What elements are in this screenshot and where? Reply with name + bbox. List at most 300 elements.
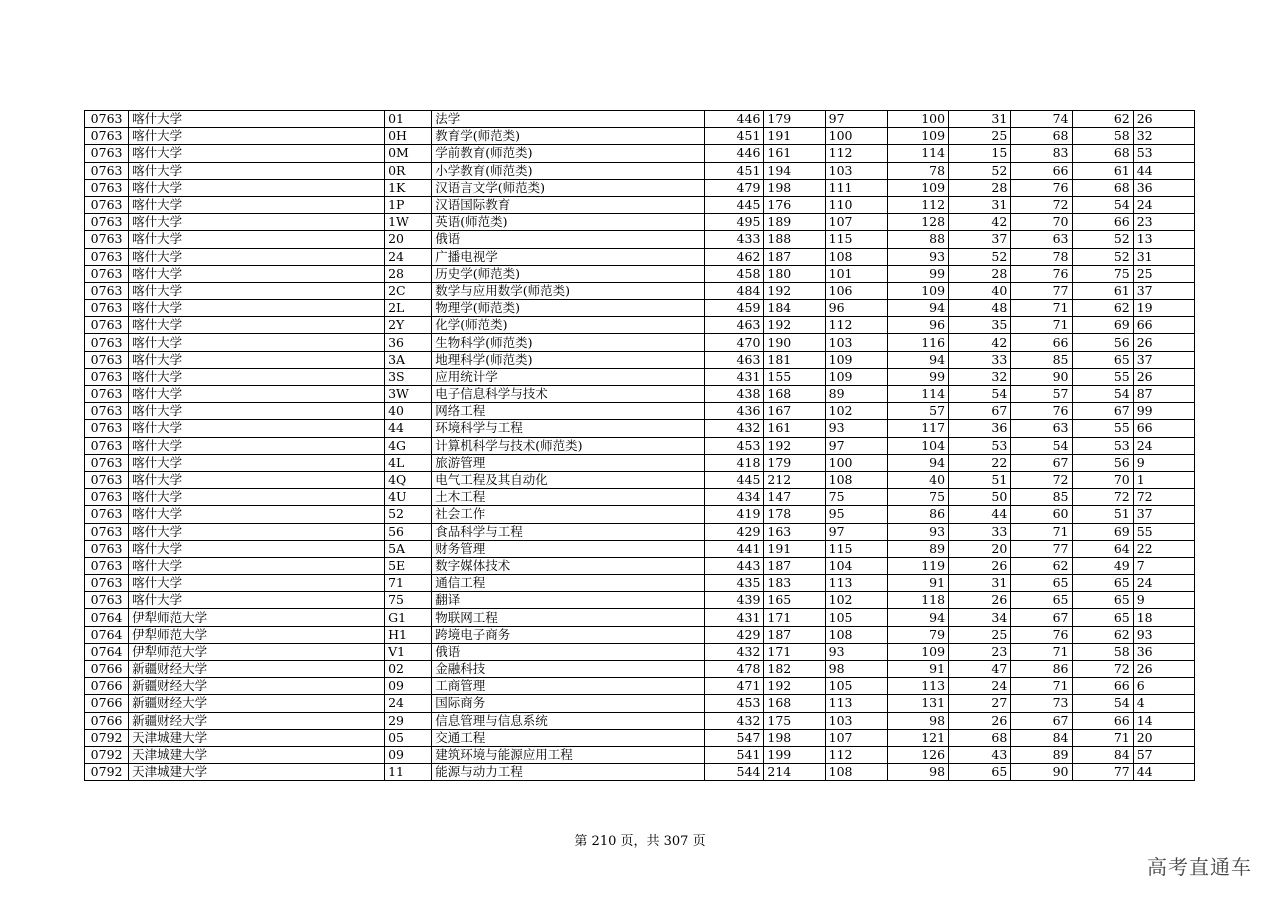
table-cell: 23 xyxy=(1133,214,1194,231)
table-cell: 0792 xyxy=(85,764,129,781)
table-cell: 439 xyxy=(705,592,764,609)
table-cell: 84 xyxy=(1072,746,1133,763)
table-cell: 112 xyxy=(825,746,887,763)
table-row xyxy=(85,523,1195,540)
table-cell: 71 xyxy=(1011,643,1072,660)
table-cell: 食品科学与工程 xyxy=(432,523,705,540)
table-cell: 85 xyxy=(1011,351,1072,368)
table-cell: 能源与动力工程 xyxy=(432,764,705,781)
table-cell: 62 xyxy=(1072,111,1133,128)
table-cell: 土木工程 xyxy=(432,489,705,506)
table-cell: 93 xyxy=(887,248,948,265)
table-cell: 50 xyxy=(949,489,1011,506)
table-cell: 70 xyxy=(1011,214,1072,231)
table-cell: 25 xyxy=(949,626,1011,643)
table-cell: 113 xyxy=(887,678,948,695)
table-cell: 电子信息科学与技术 xyxy=(432,386,705,403)
table-cell: 63 xyxy=(1011,420,1072,437)
table-cell: 74 xyxy=(1011,111,1072,128)
table-cell: 76 xyxy=(1011,626,1072,643)
table-cell: 0792 xyxy=(85,729,129,746)
table-cell: 0763 xyxy=(85,420,129,437)
table-cell: 93 xyxy=(825,420,887,437)
table-cell: 100 xyxy=(887,111,948,128)
table-cell: 0766 xyxy=(85,695,129,712)
table-cell: 喀什大学 xyxy=(129,557,385,574)
table-cell: 25 xyxy=(949,128,1011,145)
table-cell: 计算机科学与技术(师范类) xyxy=(432,437,705,454)
table-cell: 63 xyxy=(1011,231,1072,248)
table-cell: 44 xyxy=(949,506,1011,523)
table-cell: 伊犁师范大学 xyxy=(129,643,385,660)
table-cell: 0763 xyxy=(85,523,129,540)
table-cell: 54 xyxy=(1072,196,1133,213)
table-cell: 118 xyxy=(887,592,948,609)
table-cell: 0763 xyxy=(85,540,129,557)
table-cell: 443 xyxy=(705,557,764,574)
table-cell: 131 xyxy=(887,695,948,712)
table-cell: 0763 xyxy=(85,437,129,454)
table-cell: 126 xyxy=(887,746,948,763)
table-cell: 103 xyxy=(825,162,887,179)
table-row xyxy=(85,214,1195,231)
table-cell: 90 xyxy=(1011,764,1072,781)
table-cell: 1W xyxy=(385,214,432,231)
table-cell: 168 xyxy=(764,695,825,712)
table-row xyxy=(85,557,1195,574)
table-cell: 111 xyxy=(825,179,887,196)
table-cell: 44 xyxy=(1133,162,1194,179)
table-cell: 69 xyxy=(1072,317,1133,334)
table-cell: 91 xyxy=(887,661,948,678)
table-cell: 37 xyxy=(949,231,1011,248)
table-cell: 数字媒体技术 xyxy=(432,557,705,574)
table-cell: 01 xyxy=(385,111,432,128)
table-cell: 462 xyxy=(705,248,764,265)
table-cell: 工商管理 xyxy=(432,678,705,695)
table-cell: 0763 xyxy=(85,179,129,196)
table-row xyxy=(85,351,1195,368)
table-cell: 62 xyxy=(1072,300,1133,317)
table-cell: 1 xyxy=(1133,471,1194,488)
table-row xyxy=(85,282,1195,299)
table-cell: 0792 xyxy=(85,746,129,763)
table-cell: 65 xyxy=(1011,575,1072,592)
table-cell: 65 xyxy=(949,764,1011,781)
table-cell: 27 xyxy=(949,695,1011,712)
table-cell: 104 xyxy=(825,557,887,574)
table-cell: 物联网工程 xyxy=(432,609,705,626)
table-cell: 31 xyxy=(949,196,1011,213)
table-cell: 187 xyxy=(764,248,825,265)
table-cell: 20 xyxy=(949,540,1011,557)
table-cell: 喀什大学 xyxy=(129,454,385,471)
table-cell: 58 xyxy=(1072,128,1133,145)
table-cell: 0763 xyxy=(85,368,129,385)
table-cell: 463 xyxy=(705,351,764,368)
table-cell: 环境科学与工程 xyxy=(432,420,705,437)
table-cell: 32 xyxy=(949,368,1011,385)
table-cell: 88 xyxy=(887,231,948,248)
table-cell: 数学与应用数学(师范类) xyxy=(432,282,705,299)
table-cell: 192 xyxy=(764,678,825,695)
table-cell: 71 xyxy=(1072,729,1133,746)
table-cell: 0764 xyxy=(85,626,129,643)
table-cell: 97 xyxy=(825,111,887,128)
table-cell: 69 xyxy=(1072,523,1133,540)
table-cell: 101 xyxy=(825,265,887,282)
table-cell: 54 xyxy=(1072,386,1133,403)
table-cell: 56 xyxy=(1072,454,1133,471)
table-cell: 24 xyxy=(385,695,432,712)
table-cell: 26 xyxy=(949,557,1011,574)
table-cell: 4Q xyxy=(385,471,432,488)
table-cell: 喀什大学 xyxy=(129,282,385,299)
table-cell: 05 xyxy=(385,729,432,746)
table-cell: 108 xyxy=(825,471,887,488)
table-cell: 44 xyxy=(1133,764,1194,781)
table-cell: 72 xyxy=(1011,471,1072,488)
table-cell: 53 xyxy=(1072,437,1133,454)
table-cell: 通信工程 xyxy=(432,575,705,592)
table-cell: 喀什大学 xyxy=(129,368,385,385)
table-row xyxy=(85,196,1195,213)
table-cell: 65 xyxy=(1072,575,1133,592)
table-cell: 471 xyxy=(705,678,764,695)
table-cell: 65 xyxy=(1072,351,1133,368)
table-cell: 103 xyxy=(825,712,887,729)
table-row xyxy=(85,231,1195,248)
table-cell: 6 xyxy=(1133,678,1194,695)
table-cell: 42 xyxy=(949,214,1011,231)
table-cell: 113 xyxy=(825,575,887,592)
table-row xyxy=(85,678,1195,695)
table-cell: 5E xyxy=(385,557,432,574)
table-cell: 105 xyxy=(825,609,887,626)
table-cell: 435 xyxy=(705,575,764,592)
table-cell: 喀什大学 xyxy=(129,420,385,437)
table-cell: 1P xyxy=(385,196,432,213)
table-cell: 51 xyxy=(949,471,1011,488)
table-cell: 458 xyxy=(705,265,764,282)
table-cell: 64 xyxy=(1072,540,1133,557)
table-cell: 68 xyxy=(1072,145,1133,162)
table-row xyxy=(85,506,1195,523)
table-row xyxy=(85,437,1195,454)
table-cell: 36 xyxy=(949,420,1011,437)
table-cell: 73 xyxy=(1011,695,1072,712)
table-cell: 214 xyxy=(764,764,825,781)
table-cell: 104 xyxy=(887,437,948,454)
table-cell: 198 xyxy=(764,729,825,746)
table-cell: 0763 xyxy=(85,489,129,506)
table-row xyxy=(85,368,1195,385)
table-cell: 66 xyxy=(1072,712,1133,729)
table-cell: 68 xyxy=(949,729,1011,746)
table-cell: 26 xyxy=(1133,334,1194,351)
table-cell: 100 xyxy=(825,128,887,145)
table-cell: 喀什大学 xyxy=(129,265,385,282)
table-cell: 478 xyxy=(705,661,764,678)
table-cell: 187 xyxy=(764,557,825,574)
table-cell: 新疆财经大学 xyxy=(129,712,385,729)
table-cell: 20 xyxy=(1133,729,1194,746)
table-cell: 102 xyxy=(825,403,887,420)
table-cell: 107 xyxy=(825,729,887,746)
table-cell: 喀什大学 xyxy=(129,575,385,592)
table-cell: 102 xyxy=(825,592,887,609)
table-cell: 金融科技 xyxy=(432,661,705,678)
table-cell: 喀什大学 xyxy=(129,300,385,317)
table-cell: 学前教育(师范类) xyxy=(432,145,705,162)
table-cell: 89 xyxy=(1011,746,1072,763)
table-cell: 跨境电子商务 xyxy=(432,626,705,643)
table-cell: 28 xyxy=(385,265,432,282)
table-cell: 0763 xyxy=(85,162,129,179)
table-cell: 57 xyxy=(1133,746,1194,763)
table-cell: 445 xyxy=(705,196,764,213)
table-cell: 喀什大学 xyxy=(129,128,385,145)
table-cell: 11 xyxy=(385,764,432,781)
table-cell: 109 xyxy=(887,179,948,196)
table-cell: 13 xyxy=(1133,231,1194,248)
table-cell: 98 xyxy=(825,661,887,678)
table-cell: 419 xyxy=(705,506,764,523)
table-cell: 0763 xyxy=(85,386,129,403)
table-cell: 52 xyxy=(949,162,1011,179)
table-cell: 网络工程 xyxy=(432,403,705,420)
table-row xyxy=(85,386,1195,403)
table-cell: 112 xyxy=(825,317,887,334)
table-cell: 171 xyxy=(764,643,825,660)
table-cell: H1 xyxy=(385,626,432,643)
table-cell: 62 xyxy=(1072,626,1133,643)
table-cell: 72 xyxy=(1072,661,1133,678)
table-row xyxy=(85,317,1195,334)
table-cell: 0763 xyxy=(85,471,129,488)
table-cell: 94 xyxy=(887,609,948,626)
table-cell: 51 xyxy=(1072,506,1133,523)
table-cell: 183 xyxy=(764,575,825,592)
table-cell: 180 xyxy=(764,265,825,282)
table-cell: 喀什大学 xyxy=(129,592,385,609)
table-cell: 14 xyxy=(1133,712,1194,729)
table-cell: 106 xyxy=(825,282,887,299)
table-cell: 109 xyxy=(825,351,887,368)
table-cell: 75 xyxy=(1072,265,1133,282)
table-cell: 77 xyxy=(1011,282,1072,299)
table-cell: 441 xyxy=(705,540,764,557)
table-cell: 喀什大学 xyxy=(129,523,385,540)
table-cell: 3S xyxy=(385,368,432,385)
table-cell: 66 xyxy=(1011,162,1072,179)
table-cell: 4L xyxy=(385,454,432,471)
table-cell: 179 xyxy=(764,454,825,471)
table-cell: 446 xyxy=(705,111,764,128)
table-cell: 433 xyxy=(705,231,764,248)
table-cell: 37 xyxy=(1133,282,1194,299)
table-cell: 喀什大学 xyxy=(129,334,385,351)
table-cell: 32 xyxy=(1133,128,1194,145)
table-cell: 喀什大学 xyxy=(129,351,385,368)
table-cell: 107 xyxy=(825,214,887,231)
table-cell: 4U xyxy=(385,489,432,506)
table-cell: 19 xyxy=(1133,300,1194,317)
table-cell: 547 xyxy=(705,729,764,746)
table-cell: 116 xyxy=(887,334,948,351)
table-cell: 188 xyxy=(764,231,825,248)
table-cell: 伊犁师范大学 xyxy=(129,626,385,643)
table-cell: 34 xyxy=(949,609,1011,626)
table-cell: 103 xyxy=(825,334,887,351)
table-cell: 83 xyxy=(1011,145,1072,162)
table-row xyxy=(85,454,1195,471)
table-row xyxy=(85,145,1195,162)
table-cell: 179 xyxy=(764,111,825,128)
table-cell: 163 xyxy=(764,523,825,540)
table-row xyxy=(85,764,1195,781)
table-cell: 5A xyxy=(385,540,432,557)
table-cell: 55 xyxy=(1133,523,1194,540)
table-cell: 23 xyxy=(949,643,1011,660)
table-cell: 113 xyxy=(825,695,887,712)
table-cell: 98 xyxy=(887,764,948,781)
table-cell: 99 xyxy=(1133,403,1194,420)
table-row xyxy=(85,575,1195,592)
table-cell: 114 xyxy=(887,145,948,162)
table-cell: 0763 xyxy=(85,300,129,317)
table-cell: 喀什大学 xyxy=(129,179,385,196)
table-cell: 470 xyxy=(705,334,764,351)
table-cell: 0764 xyxy=(85,609,129,626)
table-cell: 新疆财经大学 xyxy=(129,661,385,678)
table-cell: 114 xyxy=(887,386,948,403)
table-cell: 431 xyxy=(705,368,764,385)
table-cell: 67 xyxy=(1011,609,1072,626)
table-cell: 31 xyxy=(1133,248,1194,265)
table-cell: 33 xyxy=(949,351,1011,368)
table-cell: 541 xyxy=(705,746,764,763)
table-cell: 喀什大学 xyxy=(129,214,385,231)
table-cell: 53 xyxy=(1133,145,1194,162)
table-cell: 建筑环境与能源应用工程 xyxy=(432,746,705,763)
table-cell: 66 xyxy=(1072,214,1133,231)
table-cell: 47 xyxy=(949,661,1011,678)
table-cell: 168 xyxy=(764,386,825,403)
table-cell: 108 xyxy=(825,764,887,781)
table-cell: 57 xyxy=(887,403,948,420)
table-cell: 84 xyxy=(1011,729,1072,746)
table-cell: 52 xyxy=(949,248,1011,265)
table-cell: 喀什大学 xyxy=(129,540,385,557)
table-cell: 22 xyxy=(949,454,1011,471)
table-cell: 37 xyxy=(1133,506,1194,523)
table-cell: 52 xyxy=(385,506,432,523)
table-cell: 2L xyxy=(385,300,432,317)
table-cell: 191 xyxy=(764,128,825,145)
table-cell: 43 xyxy=(949,746,1011,763)
table-cell: 35 xyxy=(949,317,1011,334)
table-cell: 99 xyxy=(887,265,948,282)
table-cell: 0763 xyxy=(85,265,129,282)
table-cell: 3W xyxy=(385,386,432,403)
table-cell: 67 xyxy=(949,403,1011,420)
table-cell: 54 xyxy=(949,386,1011,403)
table-cell: 20 xyxy=(385,231,432,248)
table-cell: 77 xyxy=(1011,540,1072,557)
table-cell: 453 xyxy=(705,437,764,454)
table-row xyxy=(85,248,1195,265)
table-row xyxy=(85,334,1195,351)
table-cell: 484 xyxy=(705,282,764,299)
table-cell: 110 xyxy=(825,196,887,213)
table-cell: 44 xyxy=(385,420,432,437)
table-cell: 汉语言文学(师范类) xyxy=(432,179,705,196)
watermark: 高考直通车 xyxy=(1147,855,1252,879)
table-cell: 71 xyxy=(1011,300,1072,317)
table-cell: 93 xyxy=(1133,626,1194,643)
table-cell: 24 xyxy=(1133,196,1194,213)
table-cell: 70 xyxy=(1072,471,1133,488)
table-cell: 喀什大学 xyxy=(129,506,385,523)
table-row xyxy=(85,179,1195,196)
table-cell: 伊犁师范大学 xyxy=(129,609,385,626)
table-cell: 212 xyxy=(764,471,825,488)
table-row xyxy=(85,609,1195,626)
table-cell: 192 xyxy=(764,437,825,454)
table-cell: 451 xyxy=(705,128,764,145)
table-cell: 24 xyxy=(949,678,1011,695)
table-row xyxy=(85,300,1195,317)
table-cell: 0763 xyxy=(85,282,129,299)
table-cell: 新疆财经大学 xyxy=(129,678,385,695)
table-cell: 天津城建大学 xyxy=(129,746,385,763)
table-cell: 87 xyxy=(1133,386,1194,403)
table-row xyxy=(85,540,1195,557)
table-cell: 75 xyxy=(887,489,948,506)
table-cell: 181 xyxy=(764,351,825,368)
table-cell: 479 xyxy=(705,179,764,196)
table-cell: 109 xyxy=(887,643,948,660)
table-cell: 25 xyxy=(1133,265,1194,282)
table-cell: 0763 xyxy=(85,248,129,265)
table-cell: 175 xyxy=(764,712,825,729)
table-cell: 0R xyxy=(385,162,432,179)
table-cell: 86 xyxy=(887,506,948,523)
table-cell: 电气工程及其自动化 xyxy=(432,471,705,488)
table-cell: 化学(师范类) xyxy=(432,317,705,334)
table-cell: 26 xyxy=(1133,368,1194,385)
table-row xyxy=(85,420,1195,437)
table-cell: 24 xyxy=(385,248,432,265)
table-cell: 76 xyxy=(1011,403,1072,420)
table-cell: 431 xyxy=(705,609,764,626)
table-cell: 33 xyxy=(949,523,1011,540)
table-cell: 26 xyxy=(949,592,1011,609)
table-cell: 66 xyxy=(1133,420,1194,437)
table-cell: 75 xyxy=(825,489,887,506)
table-cell: 459 xyxy=(705,300,764,317)
table-cell: 178 xyxy=(764,506,825,523)
table-cell: 24 xyxy=(1133,437,1194,454)
table-cell: 0763 xyxy=(85,231,129,248)
table-cell: 109 xyxy=(887,128,948,145)
table-cell: 78 xyxy=(887,162,948,179)
table-cell: 71 xyxy=(385,575,432,592)
table-cell: 432 xyxy=(705,643,764,660)
table-cell: 93 xyxy=(887,523,948,540)
table-cell: 72 xyxy=(1133,489,1194,506)
